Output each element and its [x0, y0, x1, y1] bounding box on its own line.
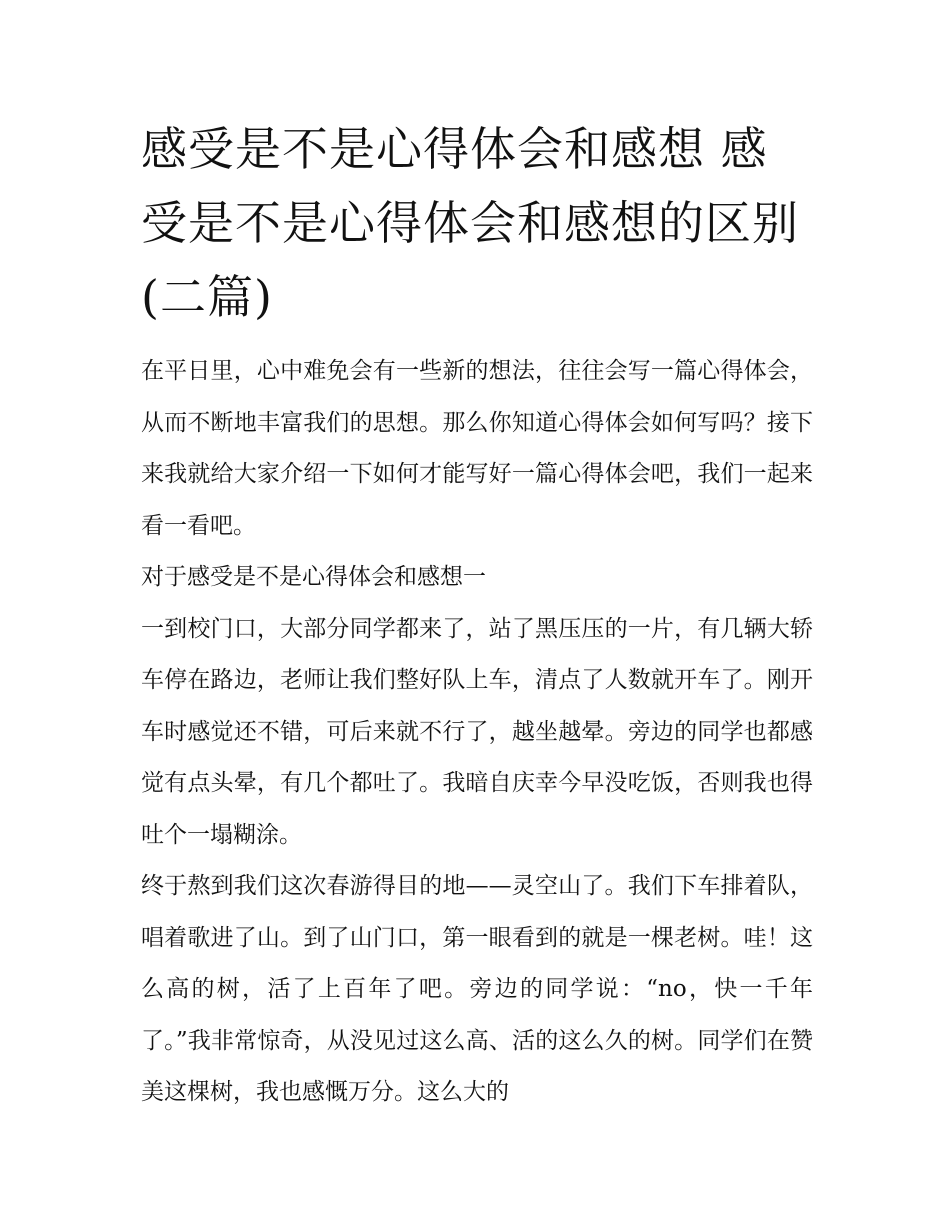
- document-page: [141, 112, 813, 1119]
- document-title: 感受是不是心得体会和感想 感受是不是心得体会和感想的区别(二篇): [141, 122, 799, 324]
- paragraph-intro: 在平日里，心中难免会有一些新的想法，往往会写一篇心得体会，从而不断地丰富我们的思想。那么你知道心得体会如何写吗？接下来我就给大家介绍一下如何才能写好一篇心得体会吧，我们一起来看一看吧。: [141, 358, 813, 539]
- paragraph-mountain: 终于熬到我们这次春游得目的地——灵空山了。我们下车排着队，唱着歌进了山。到了山门口，第一眼看到的就是一棵老树。哇！这么高的树，活了上百年了吧。旁边的同学说：“no，快一千年了。”我非常惊奇，从没见过这么高、活的这么久的树。同学们在赞美这棵树，我也感慨万分。这么大的: [141, 873, 813, 1105]
- paragraph-arrival: 一到校门口，大部分同学都来了，站了黑压压的一片，有几辆大轿车停在路边，老师让我们整好队上车，清点了人数就开车了。刚开车时感觉还不错，可后来就不行了，越坐越晕。旁边的同学也都感觉有点头晕，有几个都吐了。我暗自庆幸今早没吃饭，否则我也得吐个一塌糊涂。: [141, 615, 813, 848]
- section-heading: 对于感受是不是心得体会和感想一: [141, 564, 486, 590]
